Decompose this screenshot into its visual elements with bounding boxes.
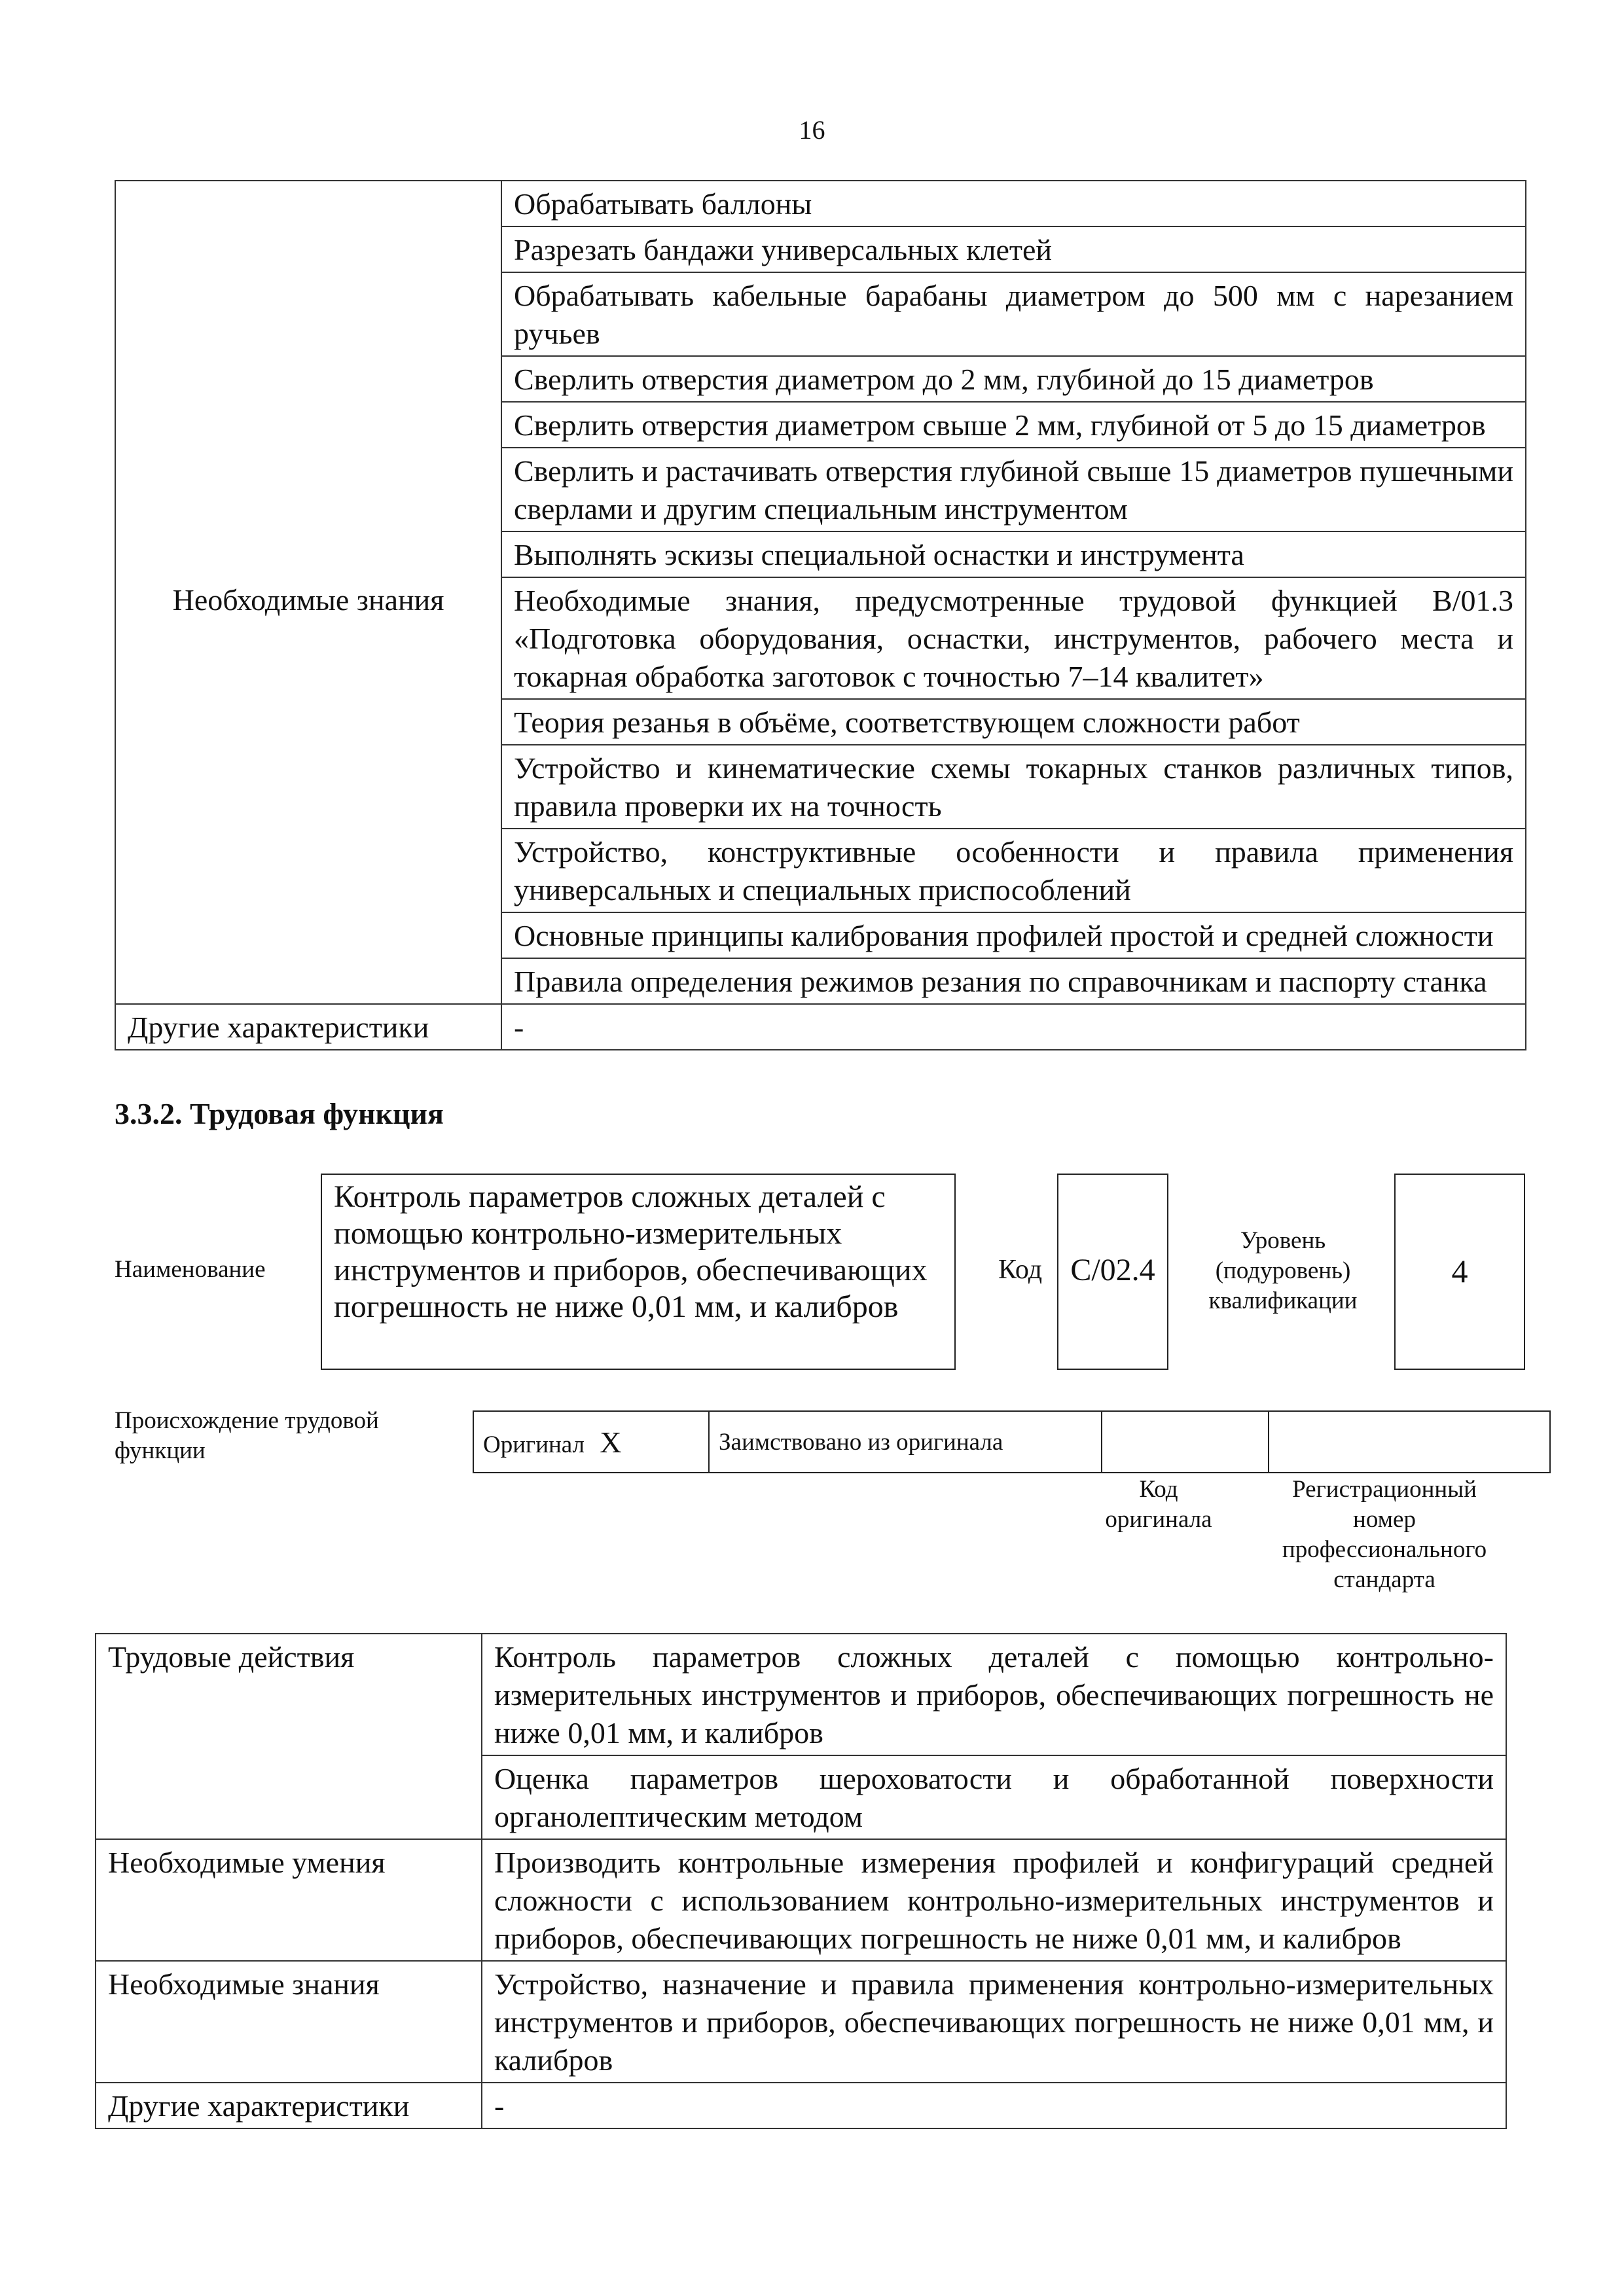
registration-caption-line: Регистрационный [1292, 1476, 1477, 1503]
original-cell [473, 1411, 709, 1473]
level-label-line: квалификации [1208, 1287, 1358, 1314]
table-cell: Обрабатывать кабельные барабаны диаметром до 500 мм с нарезанием ручьев [501, 272, 1526, 356]
original-code-cell [1102, 1411, 1269, 1473]
table-cell: Основные принципы калибрования профилей простой и средней сложности [501, 912, 1526, 958]
table-cell: Обрабатывать баллоны [501, 181, 1526, 226]
code-caption-line: Код [1139, 1476, 1178, 1503]
table-label-cell: Трудовые действия [96, 1634, 482, 1839]
function-name-box: Контроль параметров сложных деталей с помощью контрольно-измерительных инструментов и приборов, обеспечивающих погрешность не ниже 0,01 мм, и калибров [321, 1174, 956, 1370]
table-cell: Устройство, назначение и правила применения контрольно-измерительных инструментов и приборов, обеспечивающих погрешность не ниже 0,01 мм, и калибров [482, 1961, 1506, 2083]
function-code-box: C/02.4 [1057, 1174, 1168, 1370]
table-cell: Сверлить и растачивать отверстия глубиной свыше 15 диаметров пушечными сверлами и другим специальным инструментом [501, 448, 1526, 531]
table-label-cell: Необходимые знания [115, 577, 501, 1004]
table-cell: Разрезать бандажи универсальных клетей [501, 226, 1526, 272]
table-cell: Оценка параметров шероховатости и обработанной поверхности органолептическим методом [482, 1755, 1506, 1839]
page-number: 16 [799, 115, 825, 145]
original-mark: X [600, 1425, 622, 1459]
level-label [1185, 1226, 1381, 1316]
borrowed-cell: Заимствовано из оригинала [709, 1411, 1102, 1473]
top-requirements-table [115, 180, 1526, 1050]
origin-table [473, 1410, 1551, 1473]
registration-caption-line: профессионального [1282, 1536, 1487, 1563]
name-label: Наименование [115, 1256, 266, 1283]
registration-caption [1244, 1475, 1525, 1595]
level-label-line: (подуровень) [1215, 1257, 1351, 1284]
level-label-line: Уровень [1240, 1227, 1326, 1254]
section-title: 3.3.2. Трудовая функция [115, 1097, 444, 1130]
table-cell: Производить контрольные измерения профилей и конфигураций средней сложности с использованием контрольно-измерительных инструментов и приборов, обеспечивающих погрешность не ниже 0,01 мм, и калибров [482, 1839, 1506, 1961]
table-label-cell: Необходимые знания [96, 1961, 482, 2083]
code-caption-line: оригинала [1105, 1506, 1212, 1533]
table-cell: - [482, 2083, 1506, 2128]
table-cell: Выполнять эскизы специальной оснастки и инструмента [501, 531, 1526, 577]
table-cell: Сверлить отверстия диаметром свыше 2 мм, глубиной от 5 до 15 диаметров [501, 402, 1526, 448]
table-cell: Сверлить отверстия диаметром до 2 мм, глубиной до 15 диаметров [501, 356, 1526, 402]
table-label-cell: Другие характеристики [96, 2083, 482, 2128]
table-cell: Правила определения режимов резания по справочникам и паспорту станка [501, 958, 1526, 1004]
registration-caption-line: стандарта [1333, 1566, 1435, 1593]
table-cell: Контроль параметров сложных деталей с помощью контрольно-измерительных инструментов и приборов, обеспечивающих погрешность не ниже 0,01 мм, и калибров [482, 1634, 1506, 1755]
table-cell: Устройство, конструктивные особенности и правила применения универсальных и специальных приспособлений [501, 829, 1526, 912]
table-label-cell: Другие характеристики [115, 1004, 501, 1050]
table-cell: Устройство и кинематические схемы токарных станков различных типов, правила проверки их на точность [501, 745, 1526, 829]
original-label: Оригинал [483, 1431, 585, 1458]
table-label-cell [115, 181, 501, 577]
origin-label-line: Происхождение трудовой [115, 1407, 379, 1434]
table-cell: - [501, 1004, 1526, 1050]
registration-caption-line: номер [1353, 1506, 1416, 1533]
table-cell: Необходимые знания, предусмотренные трудовой функцией B/01.3 «Подготовка оборудования, оснастки, инструментов, рабочего места и токарная обработка заготовок с точностью 7–14 квалитет» [501, 577, 1526, 699]
code-caption [1074, 1475, 1244, 1535]
table-cell: Теория резанья в объёме, соответствующем сложности работ [501, 699, 1526, 745]
table-label-cell: Необходимые умения [96, 1839, 482, 1961]
code-label: Код [998, 1255, 1043, 1285]
registration-number-cell [1269, 1411, 1550, 1473]
origin-label-line: функции [115, 1437, 206, 1464]
origin-label [115, 1406, 379, 1466]
level-value-box: 4 [1394, 1174, 1525, 1370]
bottom-requirements-table [95, 1633, 1507, 2129]
